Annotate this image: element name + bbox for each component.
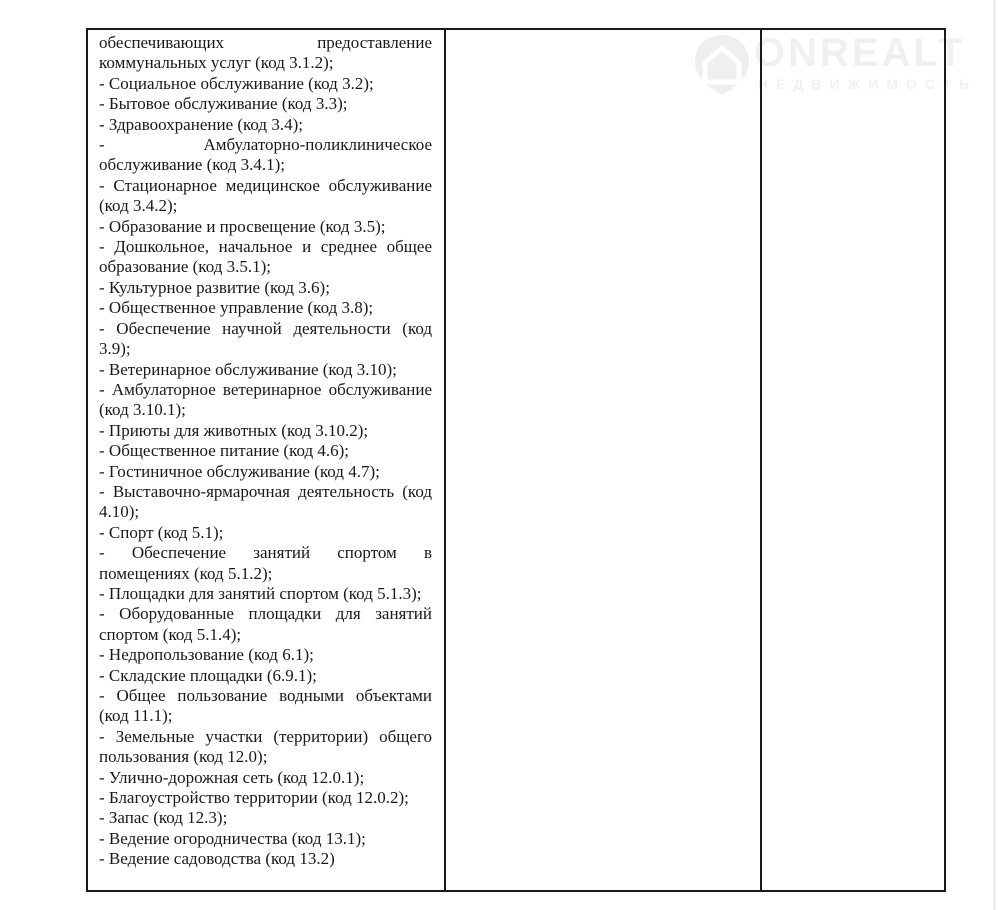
- list-item: - Стационарное медицинское обслуживание (код 3.4.2);: [99, 175, 432, 216]
- list-item: - Общее пользование водными объектами (код 11.1);: [99, 686, 432, 726]
- document-table: [86, 28, 946, 892]
- list-item: - Гостиничное обслуживание (код 4.7);: [99, 461, 380, 481]
- list-item: - Ведение огородничества (код 13.1);: [99, 828, 366, 848]
- list-item: - Выставочно-ярмарочная деятельность (код 4.10);: [99, 481, 432, 522]
- brand-subtitle: НЕДВИЖИМОСТЬ: [758, 76, 978, 92]
- list-item: - Площадки для занятий спортом (код 5.1.3);: [99, 583, 422, 603]
- list-item: - Общественное питание (код 4.6);: [99, 441, 350, 461]
- list-item: - Культурное развитие (код 3.6);: [99, 277, 330, 297]
- table-cell-right-empty: [762, 30, 944, 890]
- list-item: - Здравоохранение (код 3.4);: [99, 114, 303, 134]
- list-item: - Бытовое обслуживание (код 3.3);: [99, 94, 348, 114]
- brand-name: ONREALT: [754, 31, 966, 75]
- table-cell-middle-empty: [446, 30, 762, 890]
- list-item: - Образование и просвещение (код 3.5);: [99, 216, 386, 236]
- list-item: - Дошкольное, начальное и среднее общее образование (код 3.5.1);: [99, 237, 432, 277]
- list-item: - Спорт (код 5.1);: [99, 522, 224, 542]
- list-item: - Общественное управление (код 3.8);: [99, 298, 374, 318]
- list-item: - Ветеринарное обслуживание (код 3.10);: [99, 359, 397, 379]
- list-item: обеспечивающих предоставление коммунальных услуг (код 3.1.2);: [99, 33, 432, 73]
- list-item: - Запас (код 12.3);: [99, 808, 228, 828]
- table-cell-permitted-uses: [88, 30, 446, 890]
- land-use-list: [99, 33, 432, 870]
- list-item: - Амбулаторное ветеринарное обслуживание (код 3.10.1);: [99, 379, 432, 420]
- list-item: - Социальное обслуживание (код 3.2);: [99, 73, 374, 93]
- page-edge-line: [993, 0, 996, 910]
- list-item: - Складские площадки (6.9.1);: [99, 665, 317, 685]
- list-item: - Оборудованные площадки для занятий спортом (код 5.1.4);: [99, 604, 432, 644]
- list-item: - Недропользование (код 6.1);: [99, 645, 314, 665]
- list-item: - Приюты для животных (код 3.10.2);: [99, 420, 369, 440]
- list-item: - Улично-дорожная сеть (код 12.0.1);: [99, 767, 365, 787]
- list-item: - Ведение садоводства (код 13.2): [99, 849, 335, 869]
- list-item: - Благоустройство территории (код 12.0.2);: [99, 788, 409, 808]
- list-item: - Обеспечение научной деятельности (код 3.9);: [99, 318, 432, 359]
- list-item: - Обеспечение занятий спортом в помещениях (код 5.1.2);: [99, 543, 432, 583]
- list-item: - Амбулаторно-поликлиническое обслуживание (код 3.4.1);: [99, 135, 432, 175]
- list-item: - Земельные участки (территории) общего пользования (код 12.0);: [99, 726, 432, 767]
